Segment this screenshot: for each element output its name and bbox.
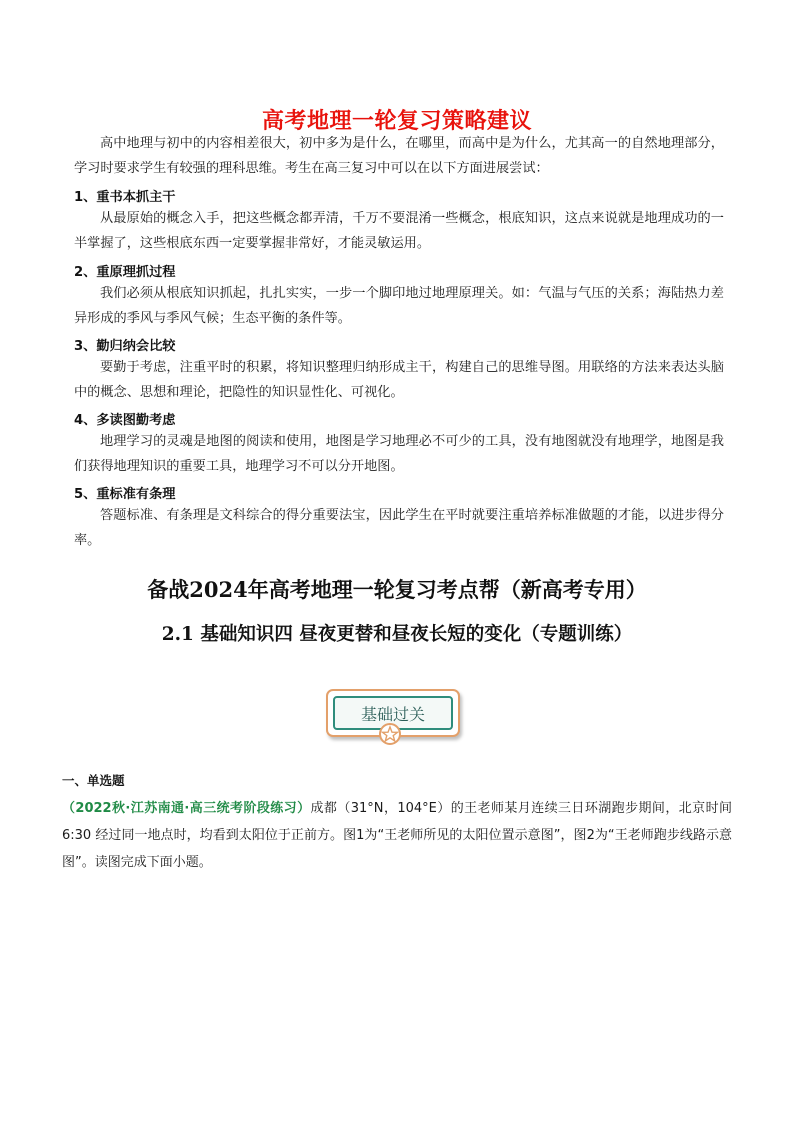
section-2-heading: 2、重原理抓过程 [74,265,176,280]
section-1-body: 从最原始的概念入手，把这些概念都弄清，千万不要混淆一些概念，根底知识，这点来说就是地理成功的一半掌握了，这些根底东西一定要掌握非常好，才能灵敏运用。 [74,211,724,251]
section-3-body: 要勤于考虑，注重平时的积累，将知识整理归纳形成主干，构建自己的思维导图。用联络的方法来表达头脑中的概念、思想和理论，把隐性的知识显性化、可视化。 [74,360,724,400]
section-2-body: 我们必须从根底知识抓起，扎扎实实，一步一个脚印地过地理原理关。如：气温与气压的关系；海陆热力差异形成的季风与季风气候；生态平衡的条件等。 [74,286,724,326]
section-4-body: 地理学习的灵魂是地图的阅读和使用，地图是学习地理必不可少的工具，没有地图就没有地理学，地图是我们获得地理知识的重要工具，地理学习不可以分开地图。 [74,434,724,474]
main-title: 高考地理一轮复习策略建议 [261,109,532,134]
star-icon [378,723,402,745]
section-3-heading: 3、勤归纳会比较 [74,339,176,354]
intro-paragraph: 高中地理与初中的内容相差很大，初中多为是什么，在哪里，而高中是为什么，尤其高一的自然地理部分，学习时要求学生有较强的理科思维。考生在高三复习中可以在以下方面进展尝试： [74,136,724,176]
section-5-heading: 5、重标准有条理 [74,487,176,502]
topic-subtitle: 2.1 基础知识四 昼夜更替和昼夜长短的变化（专题训练） [161,624,633,645]
exam-prep-title: 备战2024年高考地理一轮复习考点帮（新高考专用） [147,577,647,602]
section-1-heading: 1、重书本抓主干 [74,190,176,205]
section-badge [326,689,460,745]
badge-label: 基础过关 [333,696,453,730]
question-stem [62,795,732,876]
question-source-tag: （2022秋·江苏南通·高三统考阶段练习） [62,801,311,816]
section-5-body: 答题标准、有条理是文科综合的得分重要法宝，因此学生在平时就要注重培养标准做题的才能，以进步得分率。 [74,508,724,548]
question-type-label: 一、单选题 [62,773,125,788]
question-text: 成都（31°N，104°E）的王老师某月连续三日环湖跑步期间，北京时间6:30 经过同一地点时，均看到太阳位于正前方。图1为“王老师所见的太阳位置示意图”，图2为“王老师跑步线路示意图”。读图完成下面小题。 [62,801,732,870]
section-4-heading: 4、多读图勤考虑 [74,413,176,428]
